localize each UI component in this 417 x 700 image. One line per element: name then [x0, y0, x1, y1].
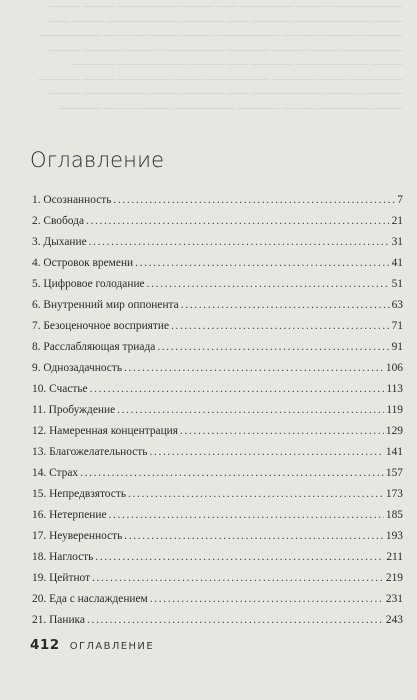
page-footer [30, 637, 154, 653]
toc-entry-page: 91 [391, 341, 403, 353]
toc-entry-title: 20. Еда с наслаждением [32, 593, 148, 605]
toc-entry-title: 5. Цифровое голодание [32, 278, 145, 290]
toc-entry-title: 4. Островок времени [32, 257, 134, 269]
toc-entry-page: 41 [391, 257, 403, 269]
dot-leader [80, 467, 384, 479]
page-number: 412 [30, 637, 60, 653]
toc-entry [32, 446, 403, 467]
toc-entry-page: 231 [385, 593, 403, 605]
toc-entry-title: 17. Неуверенность [32, 530, 123, 542]
toc-entry-page: 211 [386, 551, 403, 563]
dot-leader [147, 278, 390, 290]
toc-entry [32, 215, 403, 236]
dot-leader [128, 488, 384, 500]
dot-leader [87, 614, 384, 626]
toc-entry-page: 106 [385, 362, 403, 374]
dot-leader [180, 425, 384, 437]
dot-leader [150, 593, 384, 605]
toc-entry-title: 16. Нетерпение [32, 509, 107, 521]
toc-entry [32, 341, 403, 362]
toc-entry [32, 572, 403, 593]
dot-leader [157, 341, 389, 353]
running-head: ОГЛАВЛЕНИЕ [69, 641, 155, 652]
toc-entry-title: 6. Внутренний мир оппонента [32, 299, 179, 311]
toc-entry-page: 193 [385, 530, 403, 542]
table-of-contents [32, 194, 403, 635]
toc-entry [32, 530, 403, 551]
toc-entry-page: 173 [385, 488, 403, 500]
toc-entry-title: 3. Дыхание [32, 236, 87, 248]
dot-leader [149, 446, 383, 458]
toc-entry-page: 119 [386, 404, 403, 416]
toc-entry-title: 18. Наглость [32, 551, 94, 563]
toc-entry-title: 21. Паника [32, 614, 85, 626]
toc-entry-page: 51 [391, 278, 403, 290]
toc-entry-title: 8. Расслабляющая триада [32, 341, 156, 353]
toc-entry [32, 383, 403, 404]
toc-entry-page: 243 [385, 614, 403, 626]
dot-leader [113, 194, 395, 206]
toc-entry [32, 236, 403, 257]
toc-entry [32, 278, 403, 299]
toc-entry [32, 467, 403, 488]
toc-entry-page: 113 [386, 383, 403, 395]
toc-entry-title: 9. Однозадачность [32, 362, 123, 374]
dot-leader [90, 383, 385, 395]
toc-entry-page: 63 [391, 299, 403, 311]
toc-entry-page: 129 [385, 425, 403, 437]
toc-entry-title: 7. Безоценочное восприятие [32, 320, 170, 332]
dot-leader [95, 551, 384, 563]
toc-entry-page: 141 [385, 446, 403, 458]
show-through-text: ——————— ——— ————— —— ——— —————— ——— ——— ——— ——————— ———— —— ———— ——————— ——— —— ———— ——— ———— —————— ——— ——— ———— —————— —————— ——— ——— ———— —————— ——— ———— ——— ——— ——————— ———— —— ——— ——————— ———— ————— ——— ———— —————— ——— ————— ——— ———— ———— ——— ——————— —— ———— ——— —————— ——— ——— ————— ——— ———— —————— ——— ——— ———— [38, 1, 403, 114]
toc-entry [32, 551, 403, 572]
toc-entry-title: 15. Непредвзятость [32, 488, 127, 500]
dot-leader [135, 257, 389, 269]
toc-entry [32, 614, 403, 635]
toc-entry-title: 13. Благожелательность [32, 446, 148, 458]
dot-leader [109, 509, 384, 521]
toc-entry-title: 1. Осознанность [32, 194, 112, 206]
toc-entry [32, 299, 403, 320]
toc-entry-title: 19. Цейтнот [32, 572, 91, 584]
dot-leader [124, 530, 384, 542]
toc-entry-page: 31 [391, 236, 403, 248]
toc-entry-title: 11. Пробуждение [32, 404, 116, 416]
dot-leader [86, 215, 390, 227]
toc-entry-title: 10. Счастье [32, 383, 88, 395]
toc-entry-page: 185 [385, 509, 403, 521]
toc-entry-page: 71 [391, 320, 403, 332]
toc-heading: Оглавление [30, 148, 165, 172]
toc-entry [32, 404, 403, 425]
dot-leader [181, 299, 390, 311]
toc-entry [32, 194, 403, 215]
dot-leader [171, 320, 390, 332]
toc-entry [32, 509, 403, 530]
toc-entry-page: 21 [391, 215, 403, 227]
toc-entry [32, 362, 403, 383]
toc-entry [32, 320, 403, 341]
toc-entry-page: 219 [385, 572, 403, 584]
toc-entry [32, 425, 403, 446]
toc-entry [32, 488, 403, 509]
dot-leader [92, 572, 384, 584]
toc-entry-page: 7 [397, 194, 403, 206]
dot-leader [89, 236, 390, 248]
dot-leader [124, 362, 384, 374]
toc-entry [32, 257, 403, 278]
toc-entry [32, 593, 403, 614]
dot-leader [117, 404, 384, 416]
toc-entry-title: 12. Намеренная концентрация [32, 425, 179, 437]
toc-entry-page: 157 [385, 467, 403, 479]
toc-entry-title: 2. Свобода [32, 215, 84, 227]
toc-entry-title: 14. Страх [32, 467, 79, 479]
